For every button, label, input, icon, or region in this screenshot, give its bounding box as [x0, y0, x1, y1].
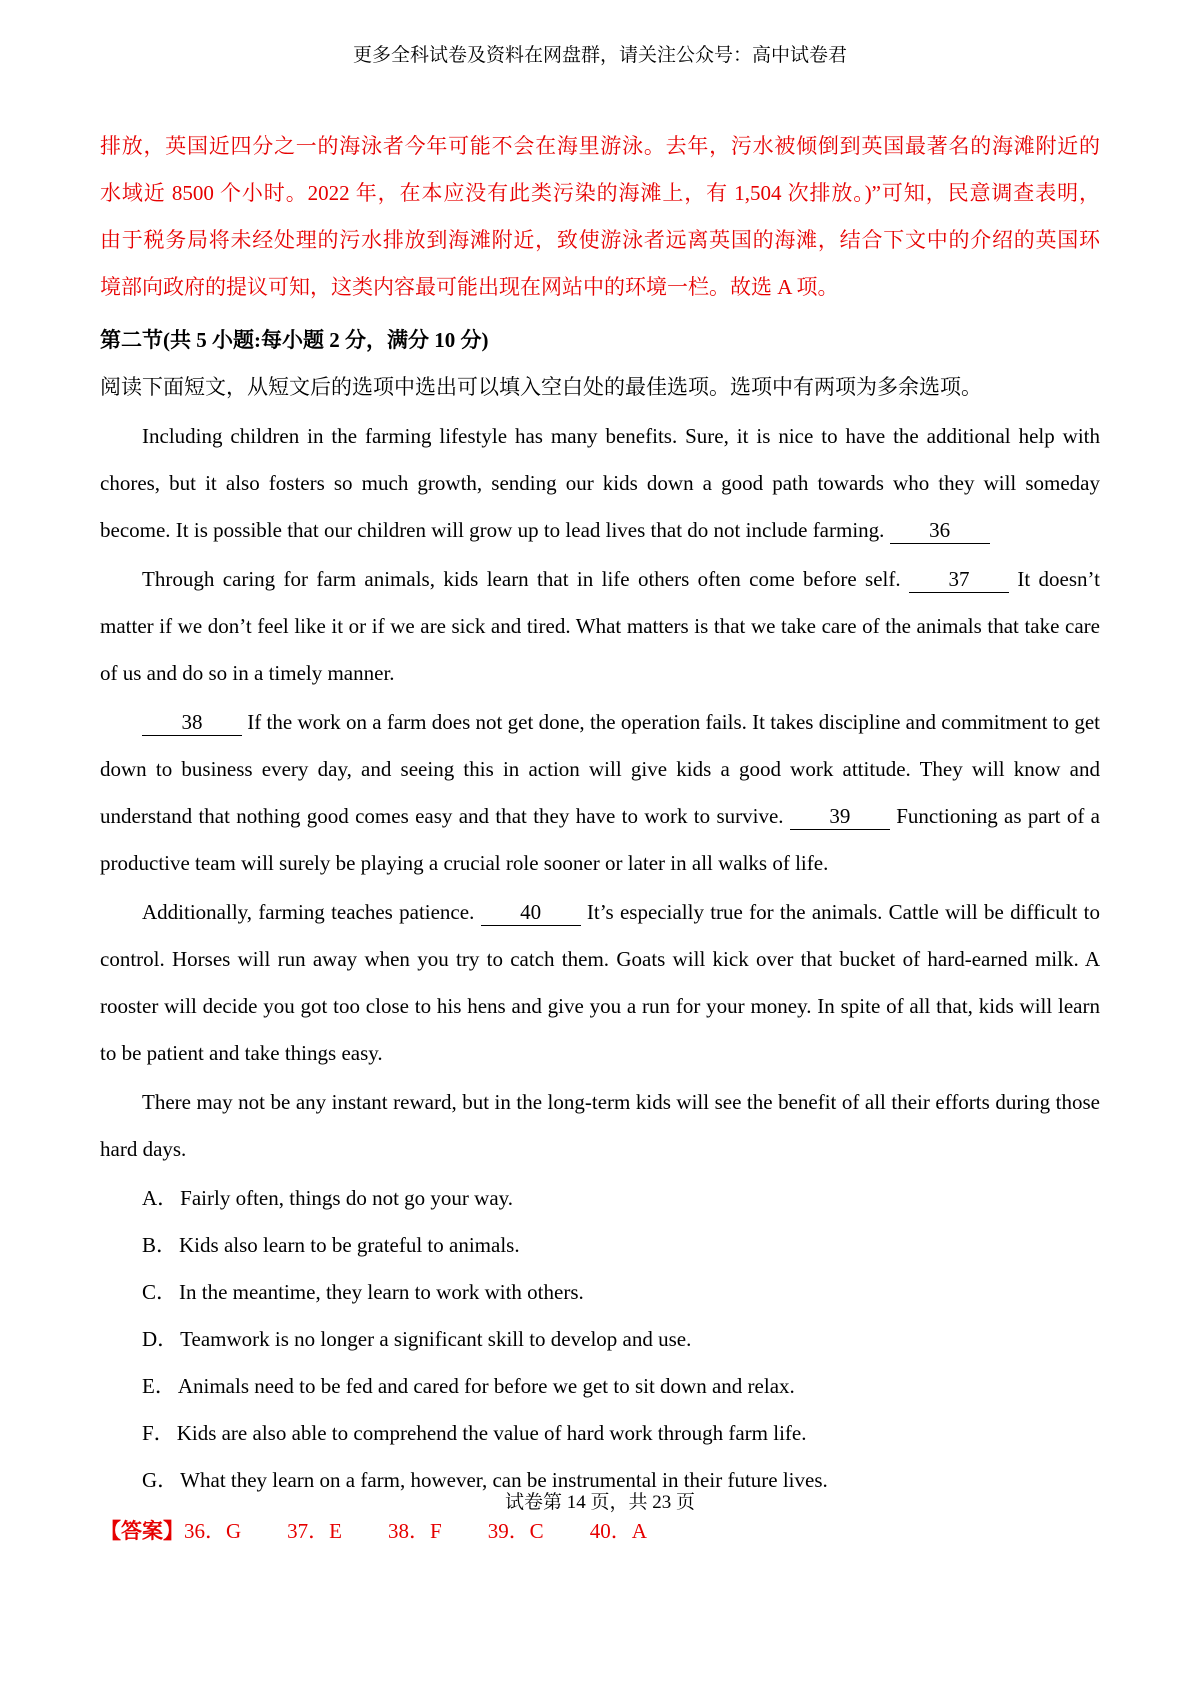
passage [100, 413, 1100, 1173]
page-header-notice: 更多全科试卷及资料在网盘群，请关注公众号：高中试卷君 [352, 45, 847, 66]
option-text: Fairly often, things do not go your way. [180, 1186, 514, 1210]
analysis-line: 水域近 8500 个小时。2022 年，在本应没有此类污染的海滩上，有 1,504 次排放。)”可知，民意调查表明， [100, 181, 1100, 205]
option-text: Teamwork is no longer a significant skill to develop and use. [180, 1327, 692, 1351]
passage-text: If the work on a farm does not get done, the operation fails. It takes discipline and commitment to get down to business every day, and seeing this in action will give kids a good work attitude. They will know and understand that nothing good comes easy and that they have to work to survive. [100, 710, 1100, 828]
page-footer: 试卷第 14 页，共 23 页 [504, 1492, 695, 1513]
option-letter: E． [142, 1374, 176, 1398]
analysis-line: 由于税务局将未经处理的污水排放到海滩附近，致使游泳者远离英国的海滩，结合下文中的介绍的英国环 [100, 228, 1100, 252]
answer-label: 【答案】 [100, 1519, 184, 1543]
option-item [100, 1175, 1100, 1222]
passage-text: Including children in the farming lifestyle has many benefits. Sure, it is nice to have the additional help with chores, but it also fosters so much growth, sending our kids down a good path towards who they will someday become. It is possible that our children will grow up to lead lives that do not include farming. [100, 424, 1100, 542]
option-item [100, 1316, 1100, 1363]
option-letter: B． [142, 1233, 178, 1257]
option-item [100, 1410, 1100, 1457]
passage-text: Through caring for farm animals, kids learn that in life others often come before self. [142, 567, 909, 591]
option-item [100, 1269, 1100, 1316]
answer-item: 40．A [589, 1519, 647, 1543]
section-instruction: 阅读下面短文，从短文后的选项中选出可以填入空白处的最佳选项。选项中有两项为多余选项。 [100, 375, 982, 399]
options-list [100, 1175, 1100, 1504]
analysis-line: 境部向政府的提议可知，这类内容最可能出现在网站中的环境一栏。故选 A 项。 [100, 275, 839, 299]
option-letter: G． [142, 1468, 179, 1492]
option-letter: F． [142, 1421, 175, 1445]
passage-paragraph [100, 889, 1100, 1077]
answer-item: 37．E [287, 1519, 342, 1543]
option-text: Animals need to be fed and cared for before we get to sit down and relax. [177, 1374, 795, 1398]
passage-paragraph [100, 1079, 1100, 1173]
passage-paragraph [100, 413, 1100, 554]
section-title: 第二节(共 5 小题:每小题 2 分，满分 10 分) [100, 328, 489, 352]
answer-line [100, 1508, 1100, 1555]
option-text: What they learn on a farm, however, can be instrumental in their future lives. [180, 1468, 828, 1492]
passage-paragraph [100, 556, 1100, 697]
passage-text: Functioning as part of a productive team will surely be playing a crucial role sooner or later in all walks of life. [100, 804, 1100, 875]
answer-item: 38．F [388, 1519, 442, 1543]
passage-text: Additionally, farming teaches patience. [142, 900, 481, 924]
option-item [100, 1363, 1100, 1410]
passage-text: It doesn’t matter if we don’t feel like it or if we are sick and tired. What matters is that we take care of the animals that take care of us and do so in a timely manner. [100, 567, 1100, 685]
option-text: Kids are also able to comprehend the value of hard work through farm life. [176, 1421, 807, 1445]
option-item [100, 1222, 1100, 1269]
answer-item: 39．C [487, 1519, 544, 1543]
passage-text: There may not be any instant reward, but in the long-term kids will see the benefit of all their efforts during those hard days. [100, 1090, 1100, 1161]
blank-40: 40 [481, 899, 581, 926]
analysis-text [100, 123, 1100, 311]
blank-36: 36 [890, 517, 990, 544]
blank-39: 39 [790, 803, 890, 830]
passage-text: It’s especially true for the animals. Cattle will be difficult to control. Horses will run away when you try to catch them. Goats will kick over that bucket of hard-earned milk. A rooster will decide you got too close to his hens and give you a run for your money. In spite of all that, kids will learn to be patient and take things easy. [100, 900, 1100, 1065]
passage-paragraph [100, 699, 1100, 887]
blank-38: 38 [142, 709, 242, 736]
option-letter: D． [142, 1327, 179, 1351]
answer-item: 36．G [184, 1519, 242, 1543]
option-letter: A． [142, 1186, 179, 1210]
option-text: Kids also learn to be grateful to animals. [179, 1233, 520, 1257]
option-text: In the meantime, they learn to work with others. [179, 1280, 584, 1304]
blank-37: 37 [909, 566, 1009, 593]
option-letter: C． [142, 1280, 178, 1304]
answer-items [184, 1519, 647, 1543]
analysis-line: 排放，英国近四分之一的海泳者今年可能不会在海里游泳。去年，污水被倾倒到英国最著名的海滩附近的 [100, 134, 1100, 158]
